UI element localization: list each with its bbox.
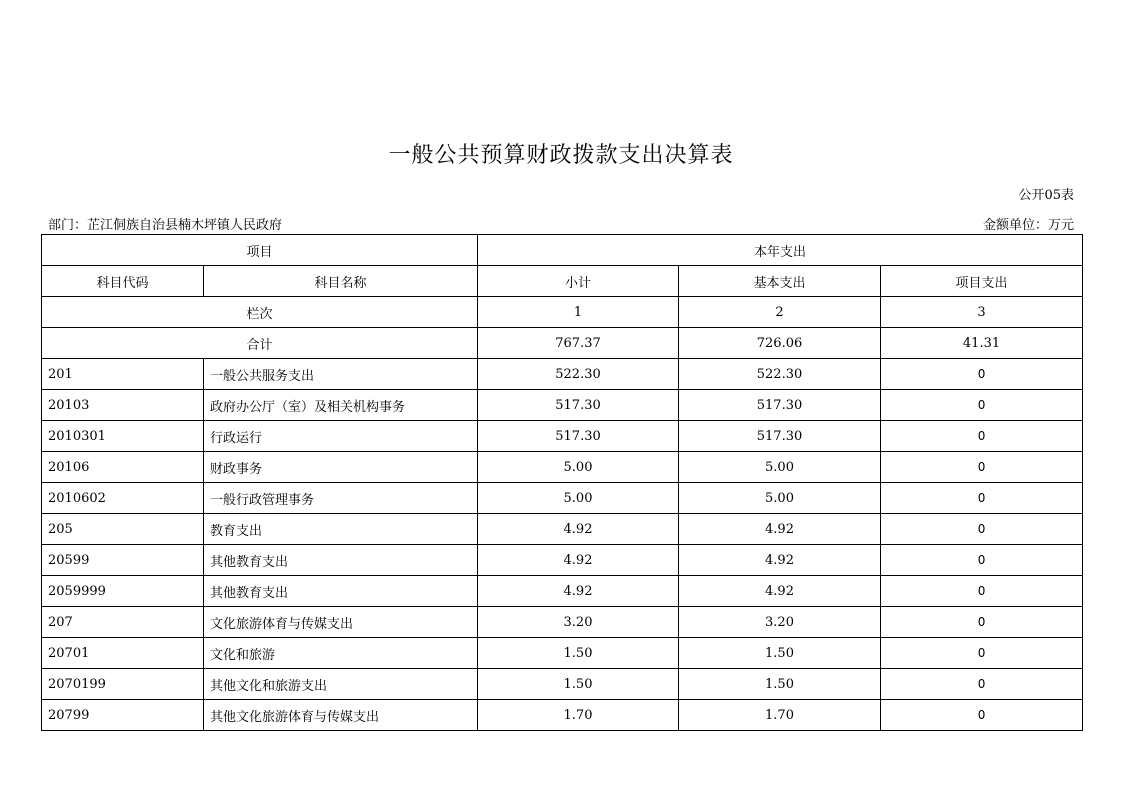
row-code: 2070199 — [42, 669, 204, 700]
column-number-label: 栏次 — [42, 297, 478, 328]
row-name: 其他文化和旅游支出 — [204, 669, 478, 700]
row-name: 政府办公厅（室）及相关机构事务 — [204, 390, 478, 421]
row-project: 0 — [881, 545, 1083, 576]
header-project-expense: 项目支出 — [881, 266, 1083, 297]
department-label: 部门：芷江侗族自治县楠木坪镇人民政府 — [48, 218, 283, 233]
row-project: 0 — [881, 483, 1083, 514]
header-code: 科目代码 — [42, 266, 204, 297]
header-basic: 基本支出 — [679, 266, 881, 297]
row-subtotal: 1.50 — [478, 669, 679, 700]
row-basic: 1.70 — [679, 700, 881, 731]
row-code: 2059999 — [42, 576, 204, 607]
row-basic: 1.50 — [679, 638, 881, 669]
row-basic: 3.20 — [679, 607, 881, 638]
column-number-1: 1 — [478, 297, 679, 328]
row-name: 一般公共服务支出 — [204, 359, 478, 390]
row-name: 行政运行 — [204, 421, 478, 452]
column-number-3: 3 — [881, 297, 1083, 328]
row-project: 0 — [881, 452, 1083, 483]
row-subtotal: 522.30 — [478, 359, 679, 390]
row-code: 20599 — [42, 545, 204, 576]
row-project: 0 — [881, 514, 1083, 545]
row-basic: 5.00 — [679, 483, 881, 514]
total-subtotal: 767.37 — [478, 328, 679, 359]
row-project: 0 — [881, 359, 1083, 390]
row-code: 20701 — [42, 638, 204, 669]
row-code: 207 — [42, 607, 204, 638]
row-basic: 517.30 — [679, 421, 881, 452]
column-number-row — [42, 297, 1083, 328]
row-basic: 4.92 — [679, 545, 881, 576]
table-row — [42, 638, 1083, 669]
row-basic: 517.30 — [679, 390, 881, 421]
table-row — [42, 700, 1083, 731]
total-row — [42, 328, 1083, 359]
table-row — [42, 607, 1083, 638]
row-code: 20799 — [42, 700, 204, 731]
table-row — [42, 452, 1083, 483]
row-basic: 1.50 — [679, 669, 881, 700]
table-row — [42, 514, 1083, 545]
row-code: 2010301 — [42, 421, 204, 452]
table-row — [42, 359, 1083, 390]
row-name: 文化和旅游 — [204, 638, 478, 669]
total-basic: 726.06 — [679, 328, 881, 359]
row-subtotal: 3.20 — [478, 607, 679, 638]
row-basic: 5.00 — [679, 452, 881, 483]
row-project: 0 — [881, 390, 1083, 421]
row-subtotal: 1.70 — [478, 700, 679, 731]
row-project: 0 — [881, 421, 1083, 452]
page-title: 一般公共预算财政拨款支出决算表 — [388, 143, 734, 168]
header-project: 项目 — [42, 235, 478, 266]
row-code: 20103 — [42, 390, 204, 421]
unit-label: 金额单位：万元 — [982, 218, 1074, 233]
row-basic: 522.30 — [679, 359, 881, 390]
row-name: 财政事务 — [204, 452, 478, 483]
form-number: 公开05表 — [1018, 188, 1074, 203]
row-name: 其他教育支出 — [204, 576, 478, 607]
table-row — [42, 669, 1083, 700]
column-number-2: 2 — [679, 297, 881, 328]
total-label: 合计 — [42, 328, 478, 359]
row-name: 一般行政管理事务 — [204, 483, 478, 514]
row-code: 20106 — [42, 452, 204, 483]
row-subtotal: 4.92 — [478, 514, 679, 545]
total-project: 41.31 — [881, 328, 1083, 359]
row-name: 教育支出 — [204, 514, 478, 545]
row-project: 0 — [881, 669, 1083, 700]
budget-table — [41, 234, 1083, 731]
table-row — [42, 545, 1083, 576]
row-name: 其他文化旅游体育与传媒支出 — [204, 700, 478, 731]
row-basic: 4.92 — [679, 576, 881, 607]
header-row-2 — [42, 266, 1083, 297]
table-row — [42, 483, 1083, 514]
table-row — [42, 576, 1083, 607]
header-current-year: 本年支出 — [478, 235, 1083, 266]
row-name: 文化旅游体育与传媒支出 — [204, 607, 478, 638]
row-project: 0 — [881, 638, 1083, 669]
header-row-1 — [42, 235, 1083, 266]
table-row — [42, 390, 1083, 421]
row-project: 0 — [881, 576, 1083, 607]
header-subtotal: 小计 — [478, 266, 679, 297]
row-code: 2010602 — [42, 483, 204, 514]
row-subtotal: 5.00 — [478, 452, 679, 483]
row-subtotal: 4.92 — [478, 545, 679, 576]
row-subtotal: 5.00 — [478, 483, 679, 514]
row-subtotal: 517.30 — [478, 390, 679, 421]
row-subtotal: 4.92 — [478, 576, 679, 607]
table-body — [42, 235, 1083, 731]
header-name: 科目名称 — [204, 266, 478, 297]
row-basic: 4.92 — [679, 514, 881, 545]
row-project: 0 — [881, 700, 1083, 731]
row-name: 其他教育支出 — [204, 545, 478, 576]
row-code: 201 — [42, 359, 204, 390]
table-row — [42, 421, 1083, 452]
row-code: 205 — [42, 514, 204, 545]
row-subtotal: 517.30 — [478, 421, 679, 452]
row-subtotal: 1.50 — [478, 638, 679, 669]
row-project: 0 — [881, 607, 1083, 638]
